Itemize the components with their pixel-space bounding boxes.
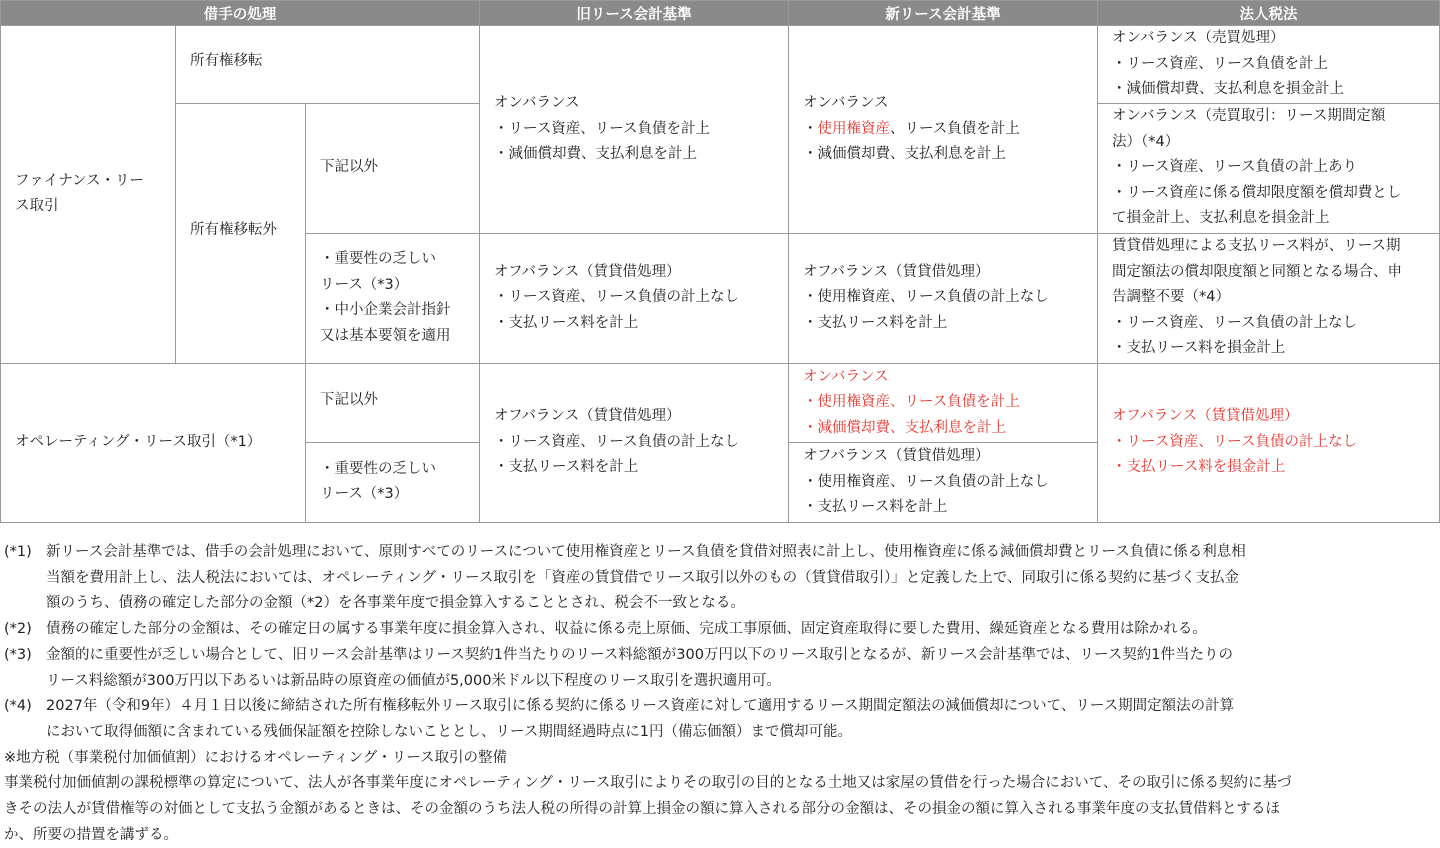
footnote-2 (4, 617, 1436, 643)
cell-line: ・リース資産に係る償却限度額を償却費とし (1112, 184, 1402, 201)
table-row (1, 26, 1440, 104)
cell-line: オンバランス (803, 95, 889, 111)
operating-lease-label: オペレーティング・リース取引（*1） (1, 363, 306, 522)
local-tax-heading: ※地方税（事業税付加価値割）におけるオペレーティング・リース取引の整備 (4, 749, 507, 766)
cell-line: 間定額法の償却限度額と同額となる場合、申 (1112, 263, 1402, 280)
local-tax-paragraph-line: か、所要の措置を講ずる。 (4, 826, 178, 843)
operating-old-standard-cell (480, 363, 789, 522)
non-ownership-other-tax-cell (1098, 103, 1440, 233)
cell-line: オフバランス（賃貸借処理） (1112, 408, 1299, 425)
footnote-line: 額のうち、債務の確定した部分の金額（*2）を各事業年度で損金算入することとされ、税会不一致となる。 (46, 595, 745, 612)
cell-line: ・支払リース料を損金計上 (1112, 340, 1286, 357)
cell-line: オンバランス (494, 95, 580, 111)
footnote-body (46, 694, 1436, 745)
footnote-3 (4, 643, 1436, 694)
cell-line: 賃貸借処理による支払リース料が、リース期 (1112, 238, 1401, 255)
cell-line: オフバランス（賃貸借処理） (803, 263, 990, 280)
cell-line: ・支払リース料を計上 (803, 314, 948, 331)
cell-line: オンバランス（売買取引：リース期間定額 (1112, 108, 1386, 125)
table-row (1, 363, 1440, 443)
cell-line: ・支払リース料を計上 (494, 314, 639, 331)
header-old-standard: 旧リース会計基準 (480, 1, 789, 26)
highlight-right-of-use-asset: 使用権資産 (817, 120, 890, 137)
cell-line: 又は基本要領を適用 (320, 327, 451, 344)
header-corporate-tax: 法人税法 (1098, 1, 1440, 26)
footnote-line: 新リース会計基準では、借手の会計処理において、原則すべてのリースについて使用権資産とリース負債を貸借対照表に計上し、使用権資産に係る減価償却費とリース負債に係る利息相 (46, 544, 1246, 560)
cell-line (803, 117, 1083, 143)
footnote-mark: (*4) (4, 698, 32, 715)
cell-line: ・リース資産、リース負債の計上なし (1112, 314, 1358, 331)
finance-small-label (306, 233, 480, 363)
footnote-1 (4, 540, 1436, 617)
cell-line: ・リース資産、リース負債の計上あり (1112, 159, 1358, 176)
operating-small-label (306, 443, 480, 523)
footnote-body (46, 540, 1436, 617)
cell-line: ・減価償却費、支払利息を計上 (803, 419, 1006, 436)
cell-line: ・減価償却費、支払利息を損金計上 (1112, 81, 1344, 97)
finance-old-standard-cell (480, 26, 789, 234)
cell-line: ・重要性の乏しい (320, 251, 436, 267)
footnote-line: 債務の確定した部分の金額は、その確定日の属する事業年度に損金算入され、収益に係る売上原価、完成工事原価、固定資産取得に要した費用、繰延資産となる費用は除かれる。 (46, 621, 1207, 638)
operating-tax-cell (1098, 363, 1440, 522)
cell-line: ・使用権資産、リース負債を計上 (803, 394, 1020, 410)
finance-lease-label-line: ス取引 (15, 198, 59, 215)
footnote-line: 2027年（令和9年）４月１日以後に締結された所有権移転外リース取引に係る契約に係るリース資産に対して適用するリース期間定額法の減価償却について、リース期間定額法の計算 (46, 698, 1235, 715)
footnote-body (46, 617, 1436, 643)
cell-line: ・使用権資産、リース負債の計上なし (803, 289, 1049, 306)
footnote-line: リース料総額が300万円以下あるいは新品時の原資産の価値が5,000米ドル以下程度のリース取引を選択適用可。 (46, 672, 781, 689)
table-header-row (1, 1, 1440, 26)
finance-new-standard-cell (789, 26, 1098, 234)
cell-line: ・支払リース料を損金計上 (1112, 459, 1286, 476)
cell-line: ・減価償却費、支払利息を計上 (494, 146, 697, 162)
cell-line: ・リース資産、リース負債を計上 (1112, 55, 1329, 72)
cell-line: ・重要性の乏しい (320, 460, 436, 477)
cell-line: ・使用権資産、リース負債の計上なし (803, 473, 1049, 490)
operating-other-new-cell (789, 363, 1098, 443)
finance-small-new-cell (789, 233, 1098, 363)
cell-line: オンバランス (803, 368, 889, 385)
cell-line: オフバランス（賃貸借処理） (803, 448, 990, 464)
footnote-line: 当額を費用計上し、法人税法においては、オペレーティング・リース取引を「資産の賃貸借でリース取引以外のもの（賃貸借取引）」と定義した上で、同取引に係る契約に基づく支払金 (46, 569, 1240, 586)
header-new-standard: 新リース会計基準 (789, 1, 1098, 26)
finance-lease-label (1, 26, 176, 364)
local-tax-paragraph-line: きその法人が賃借権等の対価として支払う金額があるときは、その金額のうち法人税の所得の計算上損金の額に算入される部分の金額は、その損金の額に算入される事業年度の支払賃借料とするほ (4, 801, 1280, 818)
footnote-line: において取得価額に含まれている残価保証額を控除しないこととし、リース期間経過時点に1円（備忘価額）まで償却可能。 (46, 723, 852, 740)
cell-line: オンバランス（売買処理） (1112, 30, 1285, 46)
cell-line: オフバランス（賃貸借処理） (494, 408, 681, 425)
finance-small-old-cell (480, 233, 789, 363)
cell-line: ・リース資産、リース負債の計上なし (494, 433, 740, 450)
cell-line: ・支払リース料を計上 (494, 459, 639, 476)
local-tax-paragraph-line: 事業税付加価値割の課税標準の算定について、法人が各事業年度にオペレーティング・リース取引によりその取引の目的となる土地又は家屋の賃借を行った場合において、その取引に係る契約に基づ (4, 775, 1292, 792)
cell-line: ・減価償却費、支払利息を計上 (803, 146, 1006, 162)
cell-line: ・支払リース料を計上 (803, 499, 948, 515)
operating-small-new-cell (789, 443, 1098, 523)
cell-line-rest: 、リース負債を計上 (890, 120, 1020, 137)
cell-line: ・リース資産、リース負債を計上 (494, 120, 711, 137)
ownership-transfer-tax-cell (1098, 26, 1440, 104)
finance-lease-label-line: ファイナンス・リー (15, 172, 145, 189)
footnote-mark: (*1) (4, 544, 32, 560)
bullet: ・ (803, 120, 818, 137)
cell-line: ・リース資産、リース負債の計上なし (1112, 433, 1358, 450)
cell-line: て損金計上、支払利息を損金計上 (1112, 210, 1330, 227)
operating-other-label: 下記以外 (306, 363, 480, 443)
cell-line: 法）（*4） (1112, 133, 1180, 150)
finance-small-tax-cell (1098, 233, 1440, 363)
cell-line: リース（*3） (320, 486, 409, 503)
header-lessee-treatment: 借手の処理 (1, 1, 480, 26)
cell-line: 告調整不要（*4） (1112, 289, 1230, 306)
cell-line: ・中小企業会計指針 (320, 302, 451, 318)
footnote-mark: (*2) (4, 621, 32, 638)
cell-line: オフバランス（賃貸借処理） (494, 263, 681, 280)
finance-other-label: 下記以外 (306, 103, 480, 233)
non-ownership-transfer-label: 所有権移転外 (176, 103, 306, 363)
cell-line: ・リース資産、リース負債の計上なし (494, 289, 740, 306)
footnote-mark: (*3) (4, 646, 32, 663)
footnote-body (46, 643, 1436, 694)
ownership-transfer-label: 所有権移転 (176, 26, 480, 104)
footnotes (4, 540, 1436, 848)
footnote-4 (4, 694, 1436, 745)
cell-line: リース（*3） (320, 276, 409, 293)
footnote-line: 金額的に重要性が乏しい場合として、旧リース会計基準はリース契約1件当たりのリース料総額が300万円以下のリース取引となるが、新リース会計基準では、リース契約1件当たりの (46, 646, 1233, 663)
